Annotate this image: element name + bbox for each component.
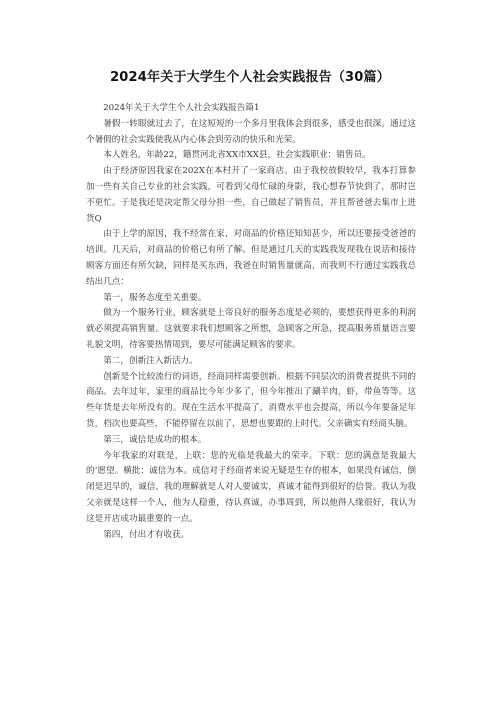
paragraph: 由于上学的原因，我不经常在家，对商品的价格还知知甚少，所以还要接受爸爸的培训。几天后，对商品的价格已有所了解。但是通过几天的实践我发现我在说话和接待顾客方面还有所欠缺，同样是买东西，我爸在时销售量就高，而我则不行通过实践我总结出几点： xyxy=(86,229,416,287)
point-heading: 第一，服务态度至关重要。 xyxy=(103,292,207,303)
point-heading: 第二，创新注入新活力。 xyxy=(103,355,198,366)
paragraph: 做为一个服务行业，顾客就是上帝良好的服务态度是必须的，要想获得更多的利润就必须提高销售量。这就要求我们想顾客之所想，急顾客之所急，提高服务质量语言要礼貌文明，待客要热情周到，要尽可能满足顾客的要求。 xyxy=(86,308,416,350)
document-body xyxy=(86,101,416,543)
section-heading: 2024年关于大学生个人社会实践报告篇1 xyxy=(103,103,260,113)
document-title: 2024年关于大学生个人社会实践报告（30篇） xyxy=(110,70,390,85)
point-heading: 第三，诚信是成功的根本。 xyxy=(103,434,207,445)
paragraph: 由于经济原因我家在202X在本村开了一家商店。由于我校放假较早，我本打算参加一些有关自己专业的社会实践，可看到父母忙碌的身影，我心想春节快到了，那时岂不更忙。于是我还是决定帮父母分担一些，自己做起了销售员，并且帮爸爸去集市上进货Q xyxy=(86,166,416,224)
paragraph: 暑假一转眼就过去了，在这短短的一个多月里我体会到很多，感受也很深。通过这个暑假的社会实践使我从内心体会到劳动的快乐和光荣。 xyxy=(86,118,416,145)
paragraph: 创新是个比较流行的词语，经商同样需要创新。根据不同层次的消费者提供不同的商品。去年过年，家里的商品比今年少多了，但今年推出了涮羊肉，虾，带鱼等等。这些年货是去年所没有的。现在生活水平提高了，消费水平也会提高，所以今年要备足年货，档次也要高些，不能停留在以前了，思想也要跟的上时代。父亲确实有经商头脑。 xyxy=(86,371,416,429)
paragraph: 本人姓名，年龄22，籍贯河北省XX市XX县，社会实践职业：销售员。 xyxy=(103,150,371,161)
paragraph: 今年我家的对联是，上联：您的光临是我最大的荣幸。下联：您的满意是我最大的‘愿望。横批：诚信为本。成信对于经商者来说无疑是生存的根本，如果没有诚信，倒闭是迟早的，诚信，我的理解就是人对人要诚实，真诚才能得到很好的信誉。我认为我父亲就是这样一个人，他为人稳重，待认真诚，办事周到，所以他得人缘很好，我认为这是开店成功最重要的一点。 xyxy=(86,450,416,524)
point-heading: 第四，付出才有收获。 xyxy=(103,529,190,540)
